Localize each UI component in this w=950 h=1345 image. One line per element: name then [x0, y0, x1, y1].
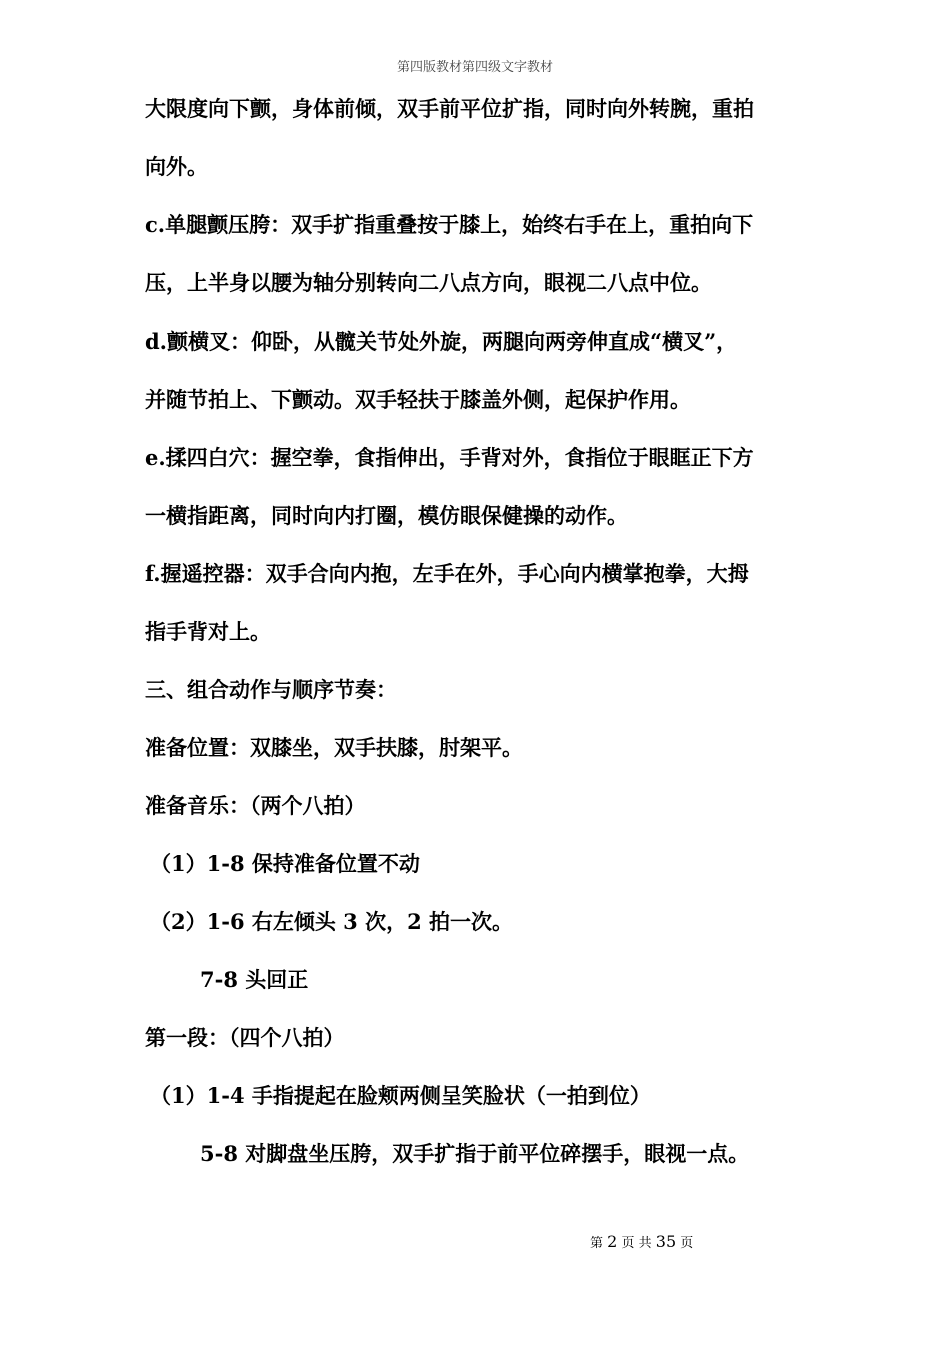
page-header: 第四版教材第四级文字教材: [396, 60, 553, 75]
text-line-6: 并随节拍上、下颤动。双手轻扶于膝盖外侧，起保护作用。: [145, 387, 691, 412]
text-line-2: 向外。: [145, 154, 208, 179]
text-line-9: f.握遥控器：双手合向内抱，左手在外，手心向内横掌抱拳，大拇: [145, 561, 749, 586]
text-line-3: c.单腿颤压胯：双手扩指重叠按于膝上，始终右手在上，重拍向下: [145, 212, 754, 237]
footer-prefix: 第: [590, 1236, 604, 1251]
text-line-15: （2）1-6 右左倾头 3 次，2 拍一次。: [150, 909, 514, 934]
text-line-13: 准备音乐：（两个八拍）: [145, 793, 366, 818]
footer-middle: 页 共: [621, 1236, 652, 1251]
text-line-8: 一横指距离，同时向内打圈，模仿眼保健操的动作。: [145, 503, 628, 528]
text-line-1: 大限度向下颤，身体前倾，双手前平位扩指，同时向外转腕，重拍: [145, 96, 754, 121]
footer-page-number: 2: [607, 1232, 618, 1251]
footer-suffix: 页: [680, 1236, 694, 1251]
text-line-19: 5-8 对脚盘坐压胯，双手扩指于前平位碎摆手，眼视一点。: [200, 1141, 750, 1166]
text-line-14: （1）1-8 保持准备位置不动: [150, 851, 420, 876]
footer-total-pages: 35: [655, 1232, 677, 1251]
text-line-16: 7-8 头回正: [200, 967, 309, 992]
text-line-18: （1）1-4 手指提起在脸颊两侧呈笑脸状（一拍到位）: [150, 1083, 651, 1108]
section-heading: 三、组合动作与顺序节奏：: [145, 677, 397, 702]
text-line-10: 指手背对上。: [145, 619, 271, 644]
text-line-5: d.颤横叉：仰卧，从髋关节处外旋，两腿向两旁伸直成“横叉”，: [145, 329, 738, 354]
text-line-7: e.揉四白穴：握空拳，食指伸出，手背对外，食指位于眼眶正下方: [145, 445, 754, 470]
text-line-4: 压，上半身以腰为轴分别转向二八点方向，眼视二八点中位。: [145, 270, 712, 295]
text-line-12: 准备位置：双膝坐，双手扶膝，肘架平。: [145, 735, 523, 760]
page-footer: [590, 1232, 693, 1251]
text-line-17: 第一段：（四个八拍）: [145, 1025, 345, 1050]
